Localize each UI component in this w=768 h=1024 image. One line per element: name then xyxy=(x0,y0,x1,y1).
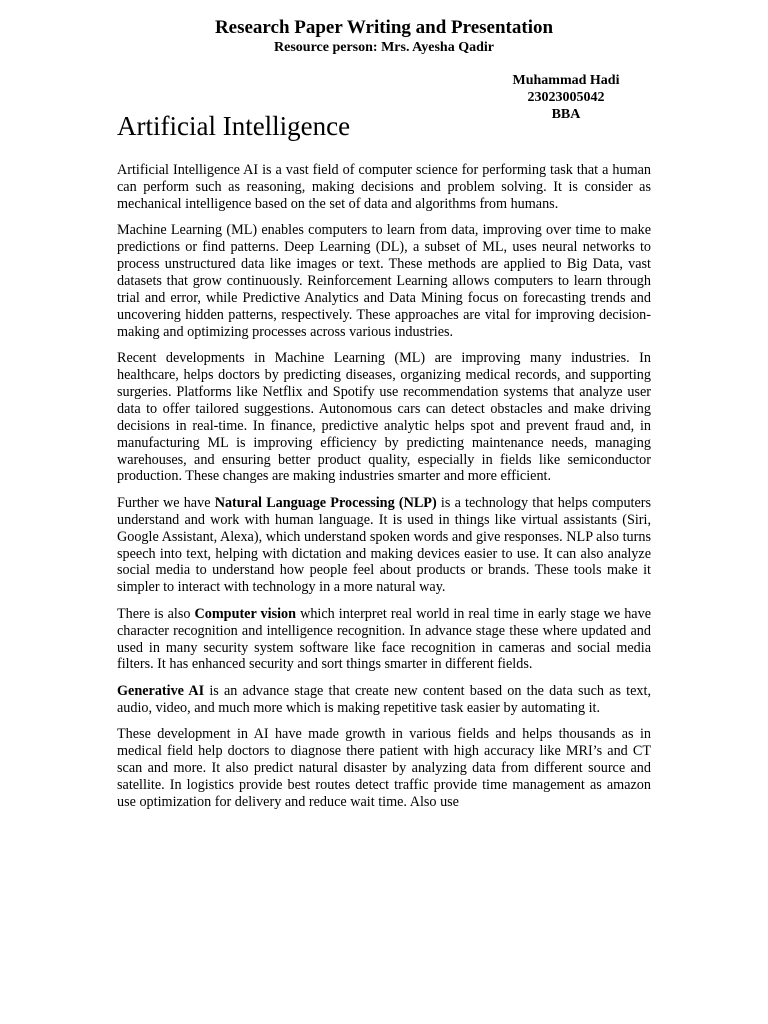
paragraph-rest-text: which interpret real world in real time in early stage we have character recognition and intelligence recognition. In advance stage these where updated and used in many security system software like face recognition in cameras and social media filters. It has enhanced security and sort things smarter in different fields. xyxy=(117,605,651,673)
term-generative-ai: Generative AI xyxy=(117,682,205,699)
author-name: Muhammad Hadi xyxy=(512,73,620,88)
document-body xyxy=(117,162,651,820)
resource-person: Resource person: Mrs. Ayesha Qadir xyxy=(274,40,494,55)
paragraph-rest-text: is a technology that helps computers understand and work with human language. It is used in things like virtual assistants (Siri, Google Assistant, Alexa), which understand spoken words and give responses. NLP also turns speech into text, helping with dictation and making devices easier to use. It can also analyze social media to understand how people feel about products or brands. These tools make it simpler to interact with technology in a more natural way. xyxy=(117,494,652,596)
paragraph-ml-developments: Recent developments in Machine Learning (ML) are improving many industries. In healthcare, helps doctors by predicting diseases, organizing medical records, and supporting surgeries. Platforms like Netflix and Spotify use recommendation systems that analyze user data to offer tailored suggestions. Autonomous cars can detect obstacles and make driving decisions in real-time. In finance, predictive analytic helps spot and prevent fraud and, in manufacturing ML is improving efficiency by predicting maintenance needs, managing warehouses, and ensuring better product quality, especially in fields like semiconductor production. These changes are making industries smarter and more efficient. xyxy=(117,350,651,485)
paragraph-ai-definition: Artificial Intelligence AI is a vast field of computer science for performing task that a human can perform such as reasoning, making decisions and problem solving. It is consider as mechanical intelligence based on the set of data and algorithms from humans. xyxy=(117,162,651,212)
paragraph-lead-text: There is also xyxy=(117,605,195,622)
paragraph-lead-text: Further we have xyxy=(117,494,215,511)
course-title: Research Paper Writing and Presentation xyxy=(214,17,554,38)
author-id: 23023005042 xyxy=(527,90,605,105)
term-nlp: Natural Language Processing (NLP) xyxy=(214,494,437,511)
paragraph-machine-learning: Machine Learning (ML) enables computers to learn from data, improving over time to make predictions or find patterns. Deep Learning (DL), a subset of ML, uses neural networks to process unstructured data like images or text. These methods are applied to Big Data, vast datasets that grow continuously. Reinforcement Learning allows computers to learn through trial and error, while Predictive Analytics and Data Mining focus on forecasting trends and uncovering hidden patterns, respectively. These approaches are vital for improving decision-making and optimizing processes across various industries. xyxy=(117,222,651,340)
document-title: Artificial Intelligence xyxy=(117,111,351,141)
paragraph-nlp xyxy=(117,495,651,596)
author-block xyxy=(480,72,652,123)
paragraph-rest-text: is an advance stage that create new content based on the data such as text, audio, video, and much more which is making repetitive task easier by automating it. xyxy=(117,682,651,716)
paragraph-ai-applications: These development in AI have made growth in various fields and helps thousands as in medical field help doctors to diagnose there patient with high accuracy like MRI’s and CT scan and more. It also predict natural disaster by analyzing data from different source and satellite. In logistics provide best routes detect traffic provide time management as amazon use optimization for delivery and reduce wait time. Also use xyxy=(117,726,651,810)
paragraph-computer-vision xyxy=(117,606,651,674)
term-computer-vision: Computer vision xyxy=(194,605,297,622)
paragraph-generative-ai xyxy=(117,683,651,717)
author-program: BBA xyxy=(551,107,581,122)
